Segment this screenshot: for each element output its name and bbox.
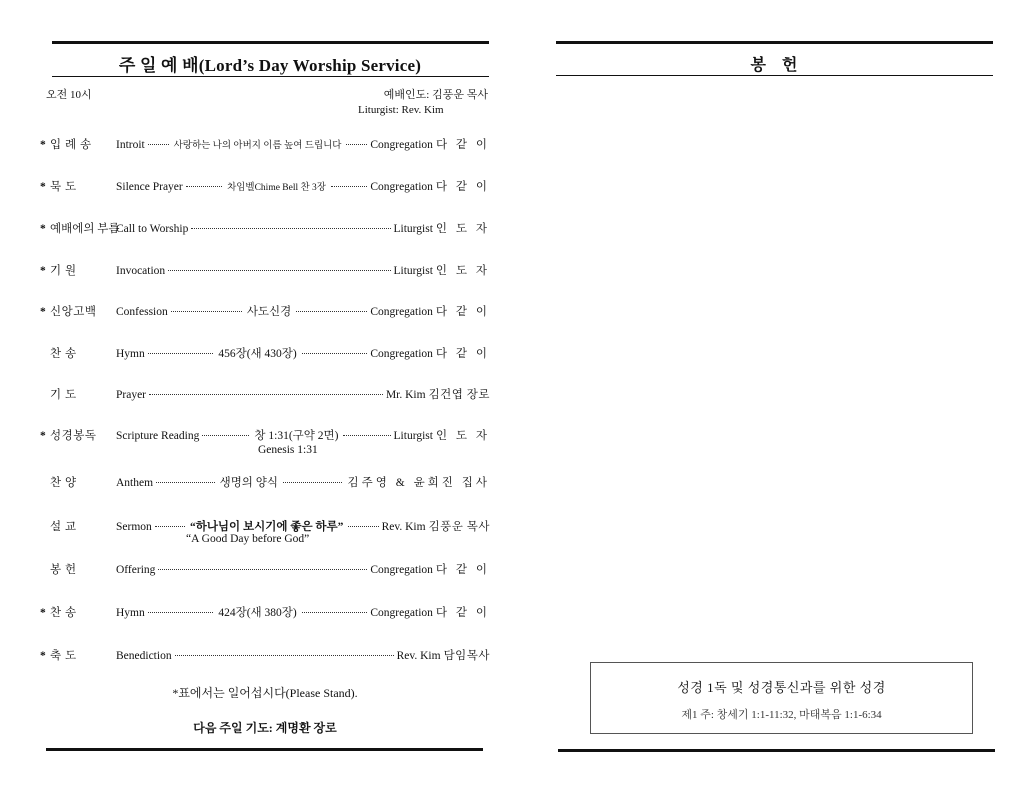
item-korean-name: 성경봉독 bbox=[50, 430, 97, 442]
dot-leader bbox=[171, 299, 242, 312]
item-person: 김주영 & 윤희진 집사 bbox=[347, 477, 490, 489]
service-liturgist: Liturgist: Rev. Kim bbox=[358, 104, 444, 116]
worship-item bbox=[40, 135, 490, 151]
top-rule-right bbox=[556, 41, 993, 44]
item-english-name: Anthem bbox=[116, 477, 154, 489]
dot-leader bbox=[148, 341, 214, 354]
worship-item bbox=[40, 603, 490, 619]
bulletin-right-page bbox=[512, 0, 1024, 794]
next-week-prayer: 다음 주일 기도: 계명환 장로 bbox=[193, 721, 337, 735]
item-person: 다 같 이 bbox=[435, 306, 490, 318]
bottom-rule-right bbox=[558, 749, 995, 752]
item-person: 다 같 이 bbox=[435, 181, 490, 193]
worship-item bbox=[40, 302, 490, 318]
item-korean-name: 기 원 bbox=[50, 265, 77, 277]
stand-marker: * bbox=[40, 430, 46, 442]
item-english-name: Offering bbox=[116, 564, 156, 576]
dot-leader bbox=[331, 174, 367, 187]
dot-leader bbox=[155, 514, 185, 527]
dot-leader bbox=[302, 341, 368, 354]
item-person: 김건엽 장로 bbox=[428, 389, 490, 401]
dot-leader bbox=[191, 216, 390, 229]
item-person: 인 도 자 bbox=[435, 223, 490, 235]
worship-item bbox=[40, 219, 490, 235]
item-english-name: Confession bbox=[116, 306, 168, 318]
stand-marker: * bbox=[40, 306, 46, 318]
item-role: Congregation bbox=[370, 607, 433, 619]
item-english-name: Silence Prayer bbox=[116, 181, 183, 193]
item-detail: 생명의 양식 bbox=[219, 477, 279, 489]
item-english-name: Prayer bbox=[116, 389, 147, 401]
item-role: Rev. Kim bbox=[381, 521, 426, 533]
dot-leader bbox=[202, 423, 249, 436]
dot-leader bbox=[346, 132, 367, 145]
item-person: 다 같 이 bbox=[435, 139, 491, 151]
item-role: Mr. Kim bbox=[385, 389, 426, 401]
item-korean-name: 입 례 송 bbox=[50, 139, 92, 151]
item-detail: 창 1:31(구약 2면) bbox=[254, 430, 339, 442]
item-detail: 사도신경 bbox=[246, 306, 292, 318]
item-english-name: Benediction bbox=[116, 650, 172, 662]
item-role: Congregation bbox=[370, 306, 433, 318]
dot-leader bbox=[158, 557, 367, 570]
bible-reading-title: 성경 1독 및 성경통신과를 위한 성경 bbox=[677, 680, 886, 695]
item-person: 다 같 이 bbox=[435, 348, 490, 360]
stand-marker: * bbox=[40, 650, 46, 662]
item-korean-name: 축 도 bbox=[50, 650, 77, 662]
offering-underline bbox=[556, 75, 993, 76]
item-korean-name: 묵 도 bbox=[50, 181, 77, 193]
item-person: 다 같 이 bbox=[435, 564, 490, 576]
item-role: Liturgist bbox=[393, 265, 433, 277]
dot-leader bbox=[348, 514, 378, 527]
item-korean-name: 찬 양 bbox=[50, 477, 77, 489]
worship-item bbox=[40, 261, 490, 277]
worship-item bbox=[40, 473, 490, 489]
bible-reading-box bbox=[590, 662, 973, 734]
service-leader: 예배인도: 김풍운 목사 bbox=[383, 89, 488, 101]
service-time: 오전 10시 bbox=[46, 89, 92, 101]
item-role: Liturgist bbox=[393, 223, 433, 235]
item-english-name: Scripture Reading bbox=[116, 430, 200, 442]
stand-marker: * bbox=[40, 181, 46, 193]
item-english-name: Hymn bbox=[116, 607, 145, 619]
item-english-name: Introit bbox=[116, 139, 145, 151]
item-detail: 424장(새 380장) bbox=[218, 607, 297, 619]
top-rule bbox=[52, 41, 489, 44]
worship-item bbox=[40, 344, 490, 360]
dot-leader bbox=[156, 470, 215, 483]
item-detail: “하나님이 보시기에 좋은 하루” bbox=[189, 521, 344, 533]
item-person: 담임목사 bbox=[443, 650, 490, 662]
item-english-name: Sermon bbox=[116, 521, 152, 533]
offering-title: 봉 헌 bbox=[750, 57, 804, 74]
dot-leader bbox=[186, 174, 222, 187]
dot-leader bbox=[148, 600, 214, 613]
worship-item bbox=[40, 177, 490, 193]
worship-item bbox=[40, 646, 490, 662]
item-role: Congregation bbox=[370, 181, 433, 193]
stand-marker: * bbox=[40, 223, 46, 235]
item-role: Liturgist bbox=[393, 430, 433, 442]
dot-leader bbox=[175, 643, 394, 656]
item-role: Congregation bbox=[370, 139, 433, 151]
dot-leader bbox=[149, 382, 383, 395]
stand-marker: * bbox=[40, 607, 46, 619]
item-korean-name: 설 교 bbox=[50, 521, 77, 533]
stand-marker: * bbox=[40, 265, 46, 277]
item-korean-name: 신앙고백 bbox=[50, 306, 97, 318]
item-korean-name: 봉 헌 bbox=[50, 564, 77, 576]
dot-leader bbox=[168, 258, 390, 271]
worship-item bbox=[40, 517, 490, 533]
worship-item bbox=[40, 385, 490, 401]
item-role: Rev. Kim bbox=[396, 650, 441, 662]
bottom-rule bbox=[46, 748, 483, 751]
dot-leader bbox=[296, 299, 367, 312]
stand-marker: * bbox=[40, 139, 46, 151]
item-person: 인 도 자 bbox=[435, 265, 490, 277]
dot-leader bbox=[302, 600, 368, 613]
item-korean-name: 찬 송 bbox=[50, 607, 77, 619]
item-korean-name: 찬 송 bbox=[50, 348, 77, 360]
item-person: 다 같 이 bbox=[435, 607, 490, 619]
item-korean-name: 기 도 bbox=[50, 389, 77, 401]
title-underline bbox=[52, 76, 489, 77]
item-role: Congregation bbox=[370, 564, 433, 576]
item-role: Congregation bbox=[370, 348, 433, 360]
item-detail: 사랑하는 나의 아버지 이름 높여 드립니다 bbox=[173, 141, 342, 151]
sermon-subtitle: “A Good Day before God” bbox=[186, 533, 310, 545]
worship-item bbox=[40, 560, 490, 576]
item-detail: 456장(새 430장) bbox=[218, 348, 297, 360]
service-title: 주 일 예 배(Lord’s Day Worship Service) bbox=[118, 56, 422, 75]
dot-leader bbox=[283, 470, 342, 483]
scripture-subtitle: Genesis 1:31 bbox=[258, 444, 318, 456]
item-korean-name: 예배에의 부름 bbox=[50, 223, 120, 235]
bible-reading-week: 제1 주: 창세기 1:1-11:32, 마태복음 1:1-6:34 bbox=[681, 709, 882, 721]
worship-item bbox=[40, 426, 490, 442]
item-detail: 차임벨Chime Bell 찬 3장 bbox=[227, 183, 326, 193]
item-person: 김풍운 목사 bbox=[428, 521, 490, 533]
item-english-name: Hymn bbox=[116, 348, 145, 360]
stand-note: *표에서는 일어섭시다(Please Stand). bbox=[172, 686, 358, 700]
item-english-name: Call to Worship bbox=[116, 223, 189, 235]
dot-leader bbox=[148, 132, 169, 145]
dot-leader bbox=[343, 423, 390, 436]
item-english-name: Invocation bbox=[116, 265, 166, 277]
item-person: 인 도 자 bbox=[435, 430, 491, 442]
